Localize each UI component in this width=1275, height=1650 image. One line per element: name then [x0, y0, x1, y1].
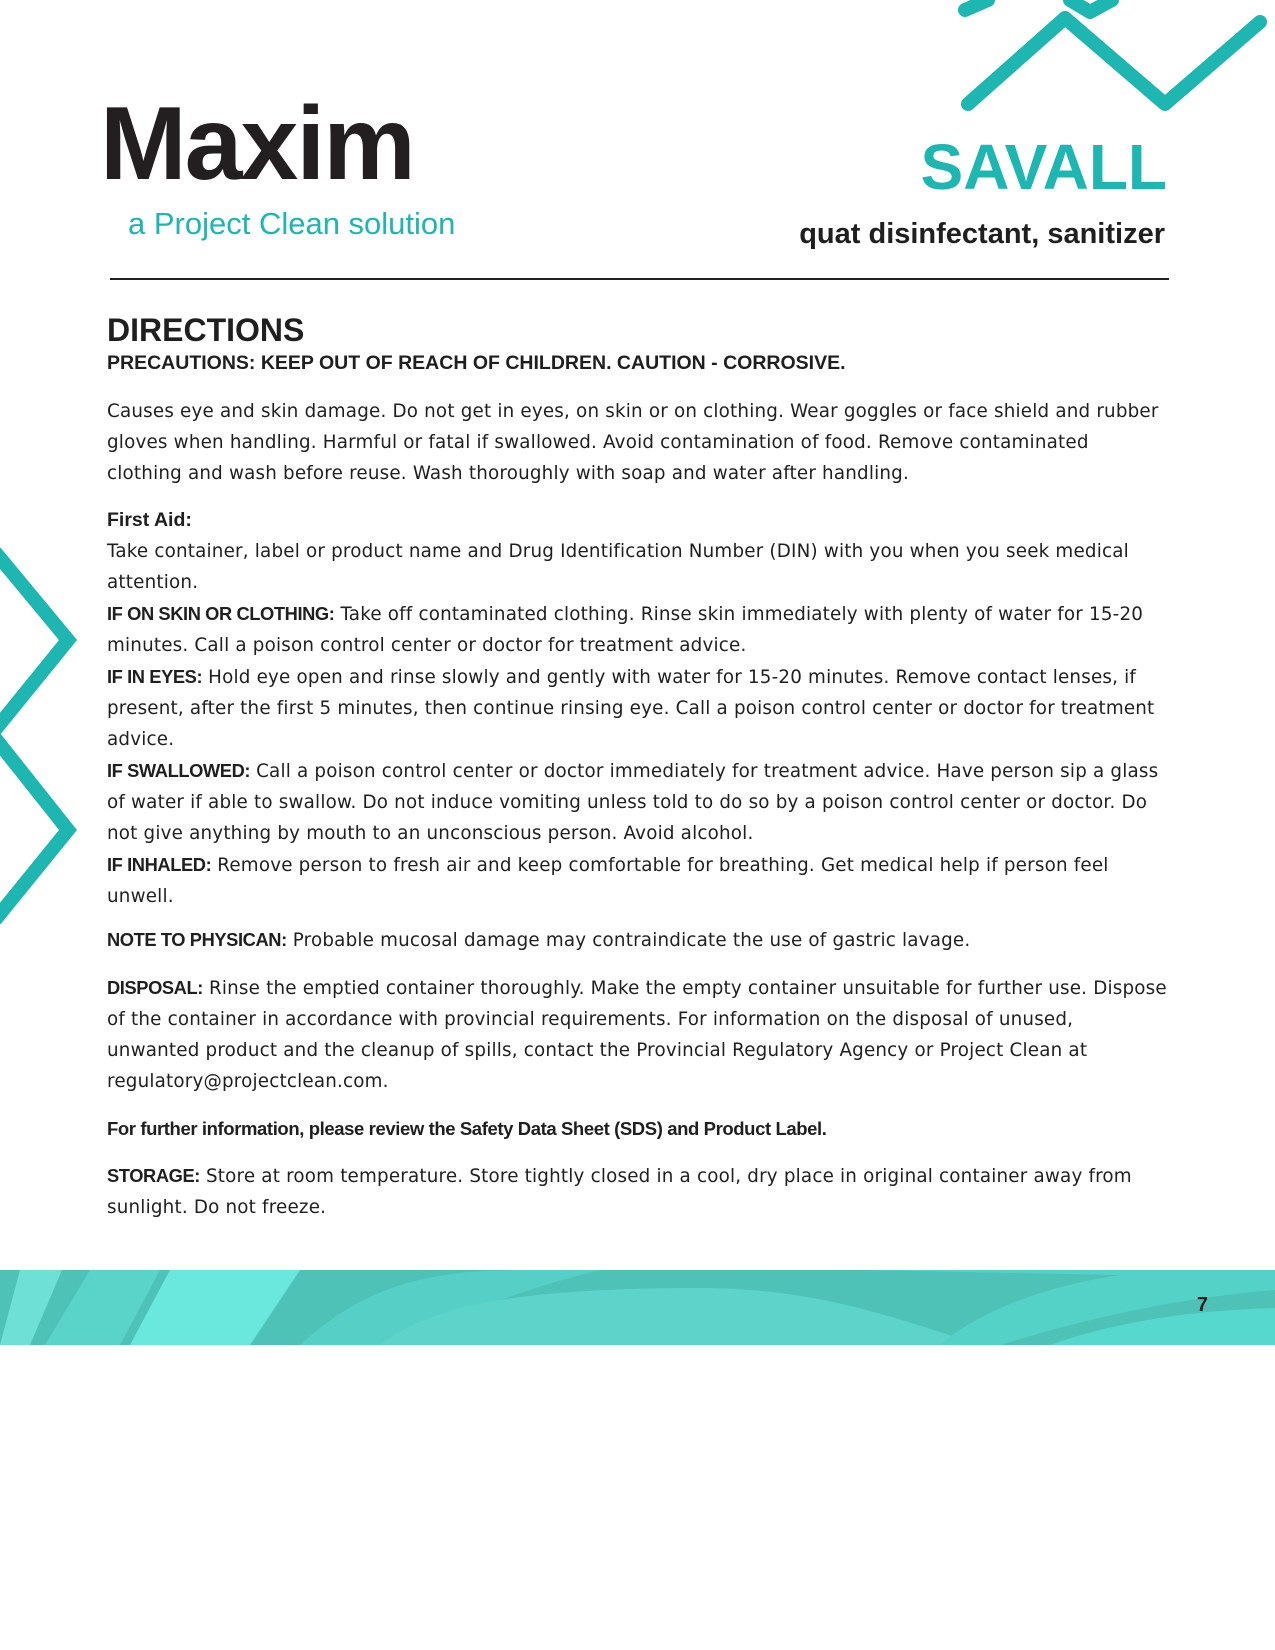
physician-note — [107, 924, 1167, 956]
logo-tagline: a Project Clean solution — [128, 206, 456, 241]
product-subtitle: quat disinfectant, sanitizer — [799, 218, 1165, 250]
precautions-statement: PRECAUTIONS: KEEP OUT OF REACH OF CHILDREN. CAUTION - CORROSIVE. — [107, 352, 846, 374]
page-number: 7 — [1196, 1294, 1208, 1316]
eyes-label: IF IN EYES: — [107, 666, 203, 687]
maxim-logo — [100, 86, 510, 242]
first-aid-skin — [107, 598, 1167, 661]
zigzag-decoration-top — [950, 0, 1275, 120]
disposal-paragraph — [107, 972, 1167, 1097]
storage-label: STORAGE: — [107, 1165, 200, 1186]
storage-paragraph — [107, 1160, 1167, 1223]
skin-text: Take off contaminated clothing. Rinse skin immediately with plenty of water for 15-20 minutes. Call a poison control center or doctor for treatment advice. — [107, 604, 1144, 656]
eyes-text: Hold eye open and rinse slowly and gently with water for 15-20 minutes. Remove contact lenses, if present, after the first 5 minutes, then continue rinsing eye. Call a poison control center or doctor for treatment advice. — [107, 667, 1155, 750]
first-aid-intro: Take container, label or product name and Drug Identification Number (DIN) with you when you seek medical attention. — [107, 541, 1129, 593]
physician-text: Probable mucosal damage may contraindicate the use of gastric lavage. — [286, 930, 971, 951]
first-aid-inhaled — [107, 849, 1167, 912]
hazard-paragraph: Causes eye and skin damage. Do not get in eyes, on skin or on clothing. Wear goggles or face shield and rubber gloves when handling. Harmful or fatal if swallowed. Avoid contamination of food. Remove contaminated clothing and wash before reuse. Wash thoroughly with soap and water after handling. — [107, 401, 1159, 484]
skin-label: IF ON SKIN OR CLOTHING: — [107, 603, 335, 624]
first-aid-title: First Aid: — [107, 509, 192, 531]
first-aid-swallowed — [107, 755, 1167, 849]
disposal-text: Rinse the emptied container thoroughly. Make the empty container unsuitable for further use. Dispose of the container in accordance with provincial requirements. For information on the disposal of unused, unwanted product and the cleanup of spills, contact the Provincial Regulatory Agency or Project Clean at regulatory@projectclean.com. — [107, 978, 1167, 1092]
sds-note: For further information, please review the Safety Data Sheet (SDS) and Product Label. — [107, 1118, 827, 1139]
inhaled-label: IF INHALED: — [107, 854, 212, 875]
swallowed-text: Call a poison control center or doctor immediately for treatment advice. Have person sip a glass of water if able to swallow. Do not induce vomiting unless told to do so by a poison control center or doctor. Do not give anything by mouth to an unconscious person. Avoid alcohol. — [107, 761, 1159, 844]
first-aid-eyes — [107, 661, 1167, 755]
storage-text: Store at room temperature. Store tightly closed in a cool, dry place in original container away from sunlight. Do not freeze. — [107, 1166, 1132, 1218]
footer-wave-pattern — [0, 1270, 1275, 1345]
swallowed-label: IF SWALLOWED: — [107, 760, 251, 781]
inhaled-text: Remove person to fresh air and keep comfortable for breathing. Get medical help if person feel unwell. — [107, 855, 1109, 907]
directions-section — [107, 310, 1167, 1223]
product-name: SAVALL — [920, 131, 1167, 203]
header-divider — [110, 278, 1169, 280]
disposal-label: DISPOSAL: — [107, 977, 203, 998]
footer-band — [0, 1270, 1275, 1345]
logo-wordmark: Maxim — [100, 86, 414, 202]
directions-heading: DIRECTIONS — [107, 312, 305, 348]
physician-label: NOTE TO PHYSICAN: — [107, 929, 287, 950]
zigzag-decoration-left — [0, 540, 80, 930]
